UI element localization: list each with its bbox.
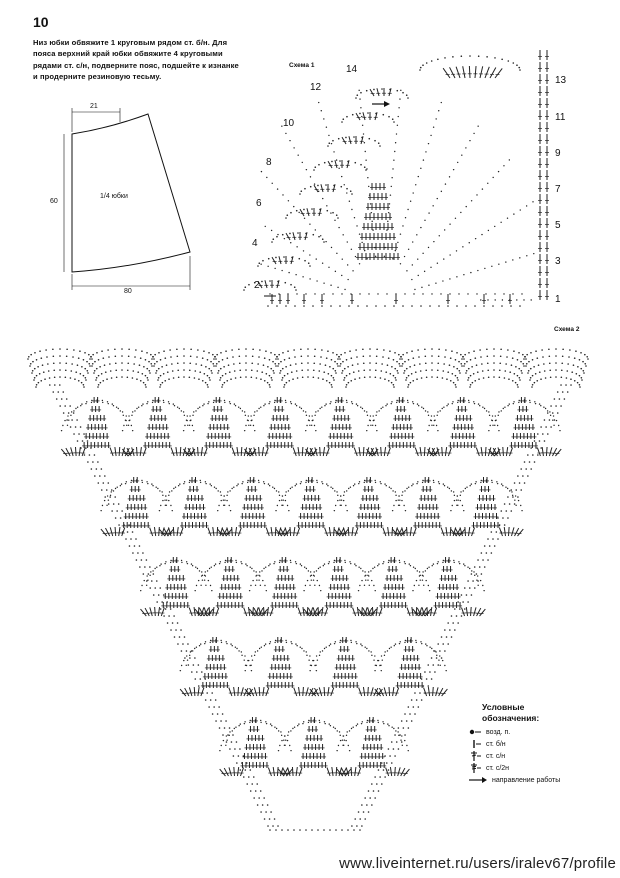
legend-title-line1: Условные <box>482 702 525 712</box>
scheme1-row-label: 8 <box>266 157 272 168</box>
legend-label-chain: возд. п. <box>486 728 511 736</box>
chain-symbol-icon <box>468 727 482 737</box>
sc-symbol-icon <box>468 739 482 749</box>
instructions-text: Низ юбки обвяжите 1 круговым рядом ст. б/н. Для пояса верхний край юбки обвяжите 4 круговыми рядами ст. с/н, подверните пояс, подшейте к изнанке и продерните резиновую тесьму. <box>33 38 239 82</box>
scheme2-title: Схема 2 <box>554 326 580 333</box>
dim-side: 60 <box>50 198 58 205</box>
legend <box>482 702 560 786</box>
legend-label-dc: ст. с/н <box>486 752 506 760</box>
scheme1-row-label: 3 <box>555 256 561 267</box>
scheme1-row-label: 2 <box>254 280 260 291</box>
scheme1-row-label: 14 <box>346 64 358 75</box>
legend-item-tr <box>468 762 560 774</box>
tr-symbol-icon <box>468 763 482 773</box>
pattern-number: 10 <box>33 14 49 30</box>
legend-label-tr: ст. с/2н <box>486 764 510 772</box>
legend-item-arrow <box>468 774 560 786</box>
scheme1-row-label: 12 <box>310 82 322 93</box>
legend-item-sc <box>468 738 560 750</box>
footer-url: www.liveinternet.ru/users/iralev67/profile <box>339 855 616 872</box>
scheme1-row-label: 5 <box>555 220 561 231</box>
scheme1-row-label: 10 <box>283 118 295 129</box>
scheme1-row-label: 13 <box>555 75 567 86</box>
scheme1-title: Схема 1 <box>289 62 315 69</box>
legend-label-arrow: направление работы <box>492 776 561 784</box>
legend-items <box>468 726 560 786</box>
scheme1-row-label: 1 <box>555 294 561 305</box>
scheme1-row-label: 9 <box>555 148 561 159</box>
scheme1-row-label: 6 <box>256 198 262 209</box>
scheme1-row-label: 4 <box>252 238 258 249</box>
legend-title-line2: обозначения: <box>482 713 540 723</box>
dim-top: 21 <box>90 103 98 110</box>
scheme1-row-label: 7 <box>555 184 561 195</box>
arrow-right-icon <box>468 775 488 785</box>
dim-bottom: 80 <box>124 288 132 295</box>
dc-symbol-icon <box>468 751 482 761</box>
legend-item-chain <box>468 726 560 738</box>
legend-label-sc: ст. б/н <box>486 740 506 748</box>
scheme1-row-label: 11 <box>555 112 566 123</box>
piece-label: 1/4 юбки <box>100 193 128 200</box>
legend-item-dc <box>468 750 560 762</box>
